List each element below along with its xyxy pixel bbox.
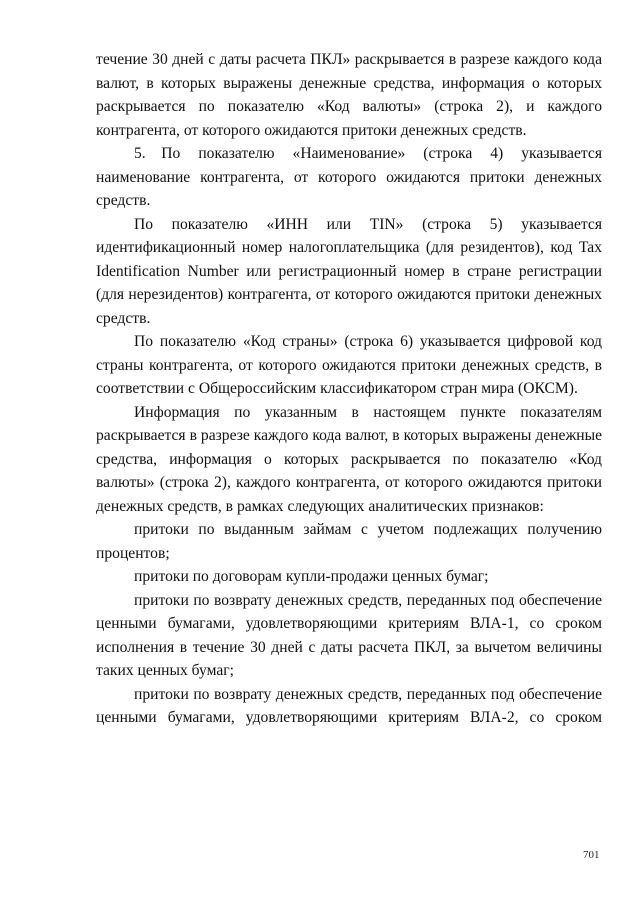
paragraph-5: Информация по указанным в настоящем пункте показателям раскрывается в разрезе каждого кода валют, в которых выражены денежные средства, информация о которых раскрывается по показателю «Код валюты» (строка 2), каждого контрагента, от которого ожидаются притоки денежных средств, в рамках следующих аналитических признаков:	[96, 403, 602, 515]
paragraph-7: притоки по договорам купли-продажи ценных бумаг;	[134, 568, 489, 585]
paragraph-8: притоки по возврату денежных средств, переданных под обеспечение ценными бумагами, удовлетворяющими критериям ВЛА-1, со сроком исполнения в течение 30 дней с даты расчета ПКЛ, за вычетом величины таких ценных бумаг;	[96, 591, 602, 679]
paragraph-2: 5. По показателю «Наименование» (строка 4) указывается наименование контрагента, от которого ожидаются притоки денежных средств.	[96, 145, 602, 209]
document-page	[96, 48, 602, 730]
page-number: 701	[583, 849, 600, 861]
paragraph-1: течение 30 дней с даты расчета ПКЛ» раскрывается в разрезе каждого кода валют, в которых выражены денежные средства, информация о которых раскрывается по показателю «Код валюты» (строка 2), и каждого контрагента, от которого ожидаются притоки денежных средств.	[96, 51, 602, 139]
paragraph-9: притоки по возврату денежных средств, переданных под обеспечение ценными бумагами, удовлетворяющими критериям ВЛА-2, со сроком	[96, 685, 602, 726]
paragraph-6: притоки по выданным займам с учетом подлежащих получению процентов;	[96, 521, 602, 562]
paragraph-3: По показателю «ИНН или TIN» (строка 5) указывается идентификационный номер налогоплательщика (для резидентов), код Tax Identification Number или регистрационный номер в стране регистрации (для нерезидентов) контрагента, от которого ожидаются притоки денежных средств.	[96, 215, 602, 327]
paragraph-4: По показателю «Код страны» (строка 6) указывается цифровой код страны контрагента, от которого ожидаются притоки денежных средств, в соответствии с Общероссийским классификатором стран мира (ОКСМ).	[96, 333, 602, 397]
